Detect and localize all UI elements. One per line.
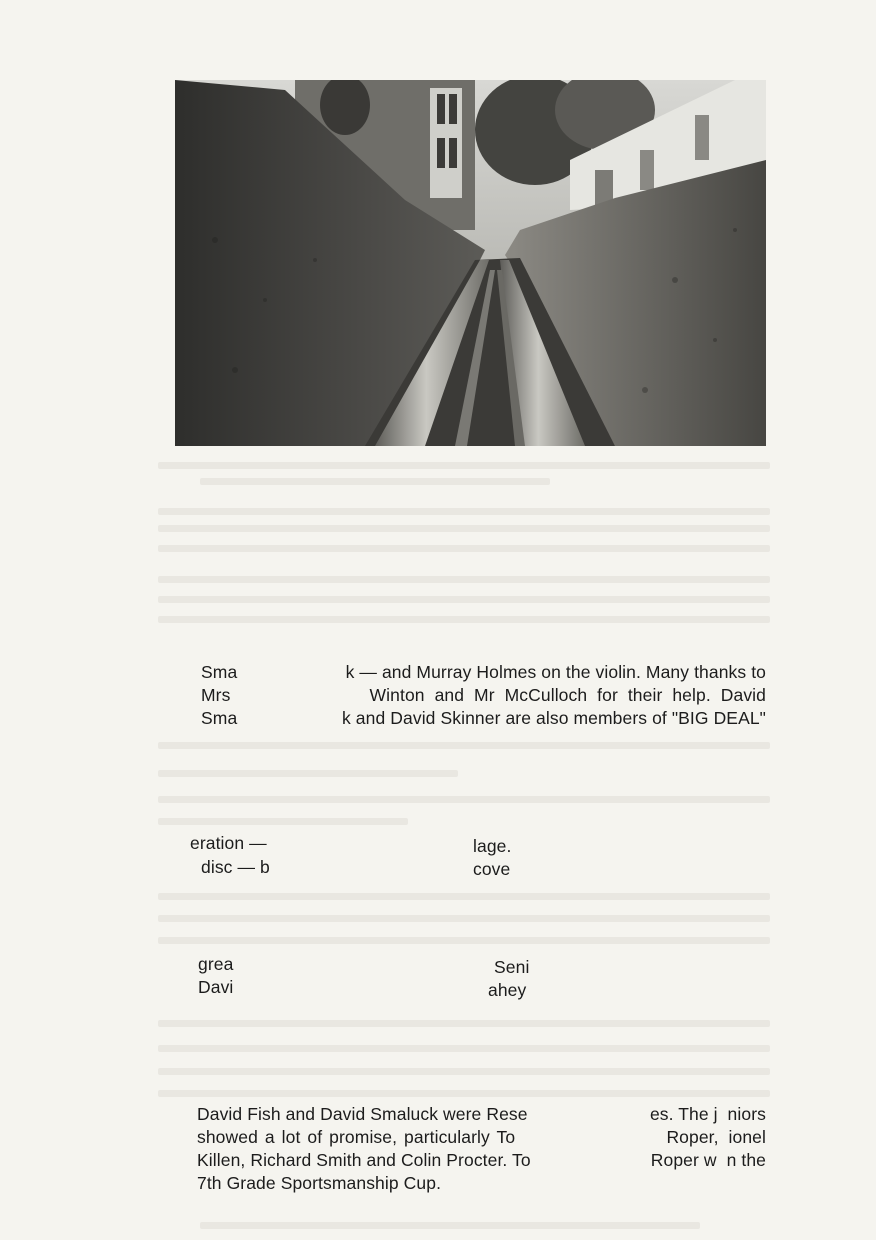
text-fragment: Seni: [494, 957, 530, 977]
bleed-through-line: [158, 893, 770, 900]
bleed-through-line: [200, 1222, 700, 1229]
text-fragment: ahey: [488, 980, 527, 1000]
text-line-right: k and David Skinner are also members of "BIG DEAL": [342, 708, 766, 728]
text-fragment: lage.: [473, 836, 512, 856]
text-line-left: Sma: [201, 662, 238, 682]
text-line-right: es. The j niors: [649, 1104, 766, 1124]
bleed-through-line: [158, 770, 458, 777]
text-line-left: Killen, Richard Smith and Colin Procter. To: [197, 1150, 531, 1170]
text-line-left: 7th Grade Sportsmanship Cup.: [197, 1173, 442, 1193]
text-line-right: k — and Murray Holmes on the violin. Many thanks to: [345, 662, 766, 682]
bleed-through-line: [158, 1045, 770, 1052]
bleed-through-line: [158, 576, 770, 583]
text-line-left: Mrs: [201, 685, 231, 705]
bleed-through-line: [158, 1020, 770, 1027]
text-line-left: showed a lot of promise, particularly To: [197, 1127, 516, 1147]
text-fragment: disc — b: [201, 857, 270, 877]
text-line-right: Winton and Mr McCulloch for their help. David: [369, 685, 766, 705]
bleed-through-line: [158, 596, 770, 603]
bleed-through-line: [158, 462, 770, 469]
text-line-left: David Fish and David Smaluck were Rese: [197, 1104, 528, 1124]
text-fragment: cove: [473, 859, 511, 879]
bleed-through-line: [158, 796, 770, 803]
bleed-through-line: [158, 818, 408, 825]
bleed-through-line: [158, 1090, 770, 1097]
text-fragment: grea: [198, 954, 234, 974]
bleed-through-line: [158, 508, 770, 515]
bleed-through-line: [158, 616, 770, 623]
bleed-through-line: [158, 937, 770, 944]
bleed-through-line: [158, 742, 770, 749]
bleed-through-line: [200, 478, 550, 485]
bleed-through-line: [158, 525, 770, 532]
text-fragment: Davi: [198, 977, 234, 997]
bleed-through-line: [158, 545, 770, 552]
bleed-through-line: [158, 1068, 770, 1075]
text-fragment: eration —: [190, 833, 267, 853]
text-line-right: Roper w n the: [650, 1150, 766, 1170]
bleed-through-line: [158, 915, 770, 922]
text-line-left: Sma: [201, 708, 238, 728]
pipes-trench-photo: [175, 80, 766, 446]
text-line-right: Roper, ionel: [666, 1127, 766, 1147]
